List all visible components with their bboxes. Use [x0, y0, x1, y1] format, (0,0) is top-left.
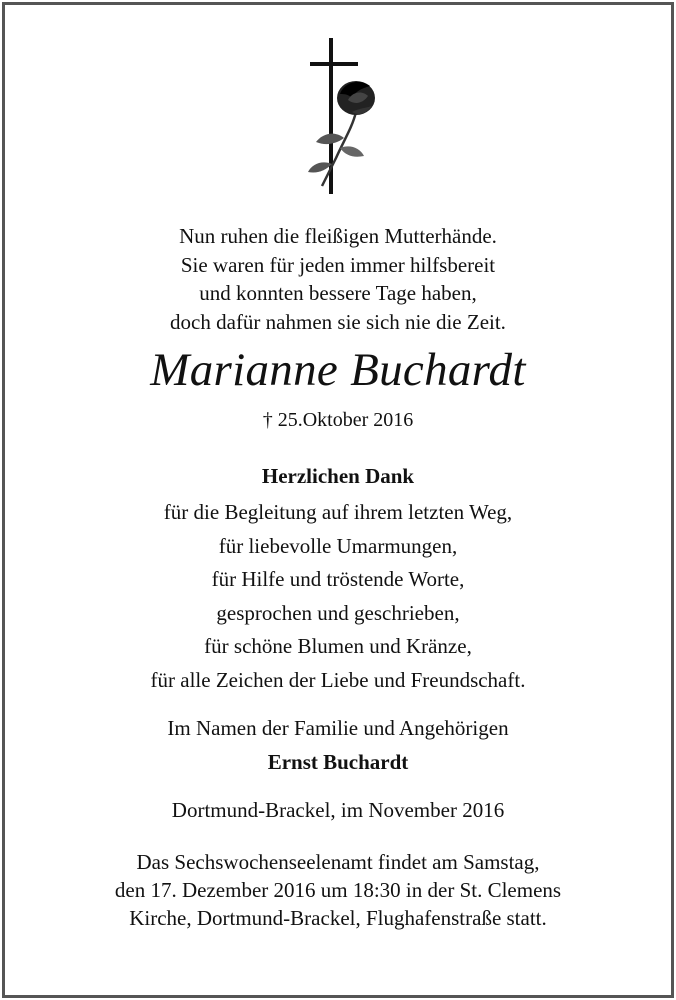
- thanks-line: für schöne Blumen und Kränze,: [204, 634, 472, 659]
- place-date: Dortmund-Brackel, im November 2016: [171, 798, 505, 822]
- deceased-name: Marianne Buchardt: [150, 344, 526, 396]
- thanks-line: für liebevolle Umarmungen,: [218, 533, 458, 558]
- service-line: Kirche, Dortmund-Brackel, Flughafenstraße statt.: [129, 906, 547, 930]
- poem-line: Nun ruhen die fleißigen Mutterhände.: [179, 224, 497, 248]
- poem-line: doch dafür nahmen sie sich nie die Zeit.: [170, 309, 506, 334]
- service-line: Das Sechswochenseelenamt findet am Samstag,: [136, 850, 540, 874]
- poem-line: Sie waren für jeden immer hilfsbereit: [180, 252, 496, 277]
- cross-with-rose-icon: [300, 36, 380, 196]
- service-notice: [0, 848, 676, 932]
- thanks-text: [0, 496, 676, 698]
- thanks-heading: Herzlichen Dank: [261, 464, 415, 488]
- thanks-line: für Hilfe und tröstende Worte,: [211, 567, 465, 592]
- death-date: † 25.Oktober 2016: [262, 409, 414, 431]
- thanks-line: für die Begleitung auf ihrem letzten Weg,: [163, 500, 513, 524]
- thanks-line: gesprochen und geschrieben,: [216, 600, 460, 625]
- thanks-line: für alle Zeichen der Liebe und Freundschaft.: [150, 667, 526, 692]
- family-line: Im Namen der Familie und Angehörigen: [167, 716, 509, 740]
- service-line: den 17. Dezember 2016 um 18:30 in der St. Clemens: [114, 878, 562, 902]
- poem: [0, 222, 676, 336]
- poem-line: und konnten bessere Tage haben,: [199, 281, 477, 305]
- signer-name: Ernst Buchardt: [267, 750, 409, 774]
